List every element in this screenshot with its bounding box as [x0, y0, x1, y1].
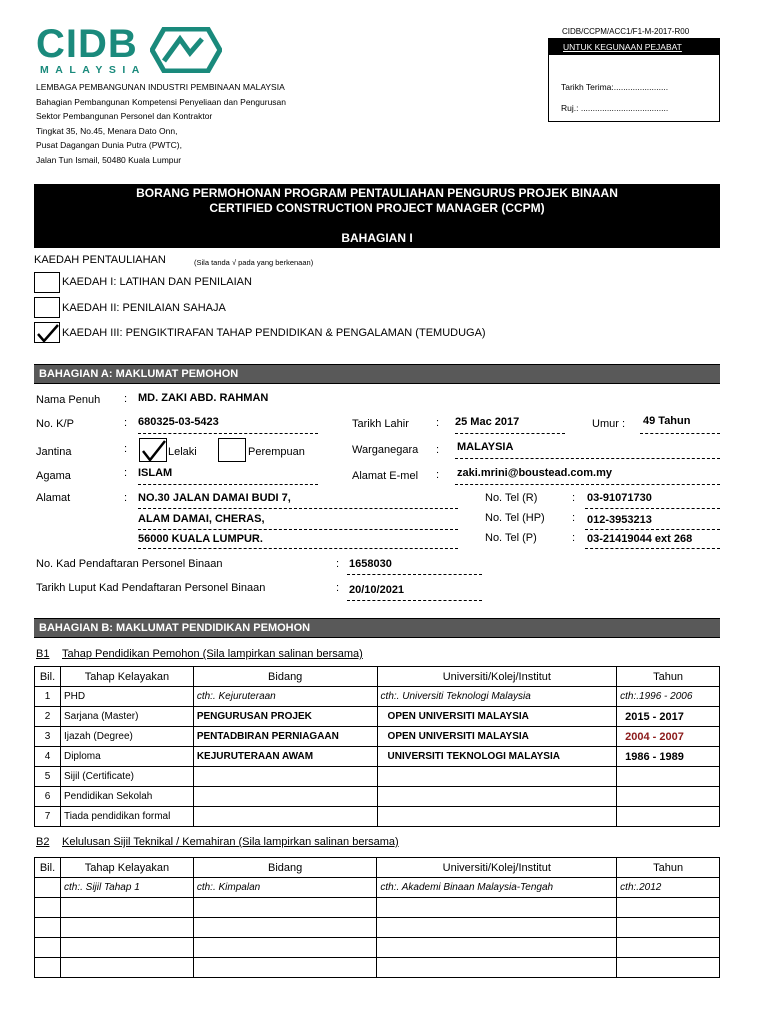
alamat-underline: [138, 508, 458, 509]
cell-bidang[interactable]: cth:. Kejuruteraan: [193, 687, 377, 707]
table-row: [35, 747, 720, 767]
table-row: [35, 898, 720, 918]
checkmark-icon: [140, 439, 168, 463]
cell-tahap: Sijil (Certificate): [60, 767, 193, 787]
cell-tahun[interactable]: 1986 - 1989: [617, 747, 720, 767]
alamat-line-1[interactable]: NO.30 JALAN DAMAI BUDI 7,: [138, 492, 291, 504]
tel-r-value[interactable]: 03-91071730: [587, 492, 652, 504]
emel-underline: [455, 484, 720, 485]
cell-institut[interactable]: [377, 807, 617, 827]
kad-label: No. Kad Pendaftaran Personel Binaan: [36, 558, 223, 570]
b1-code: B1: [36, 648, 50, 660]
colon: :: [124, 417, 128, 429]
kaedah-2-checkbox[interactable]: [34, 297, 60, 318]
cell-institut[interactable]: cth:. Universiti Teknologi Malaysia: [377, 687, 617, 707]
header-bil: Bil.: [35, 667, 61, 687]
org-line: LEMBAGA PEMBANGUNAN INDUSTRI PEMBINAAN MALAYSIA: [36, 82, 285, 92]
cell-tahun[interactable]: [617, 918, 720, 938]
kaedah-3-checkbox[interactable]: [34, 322, 60, 343]
nama-label: Nama Penuh: [36, 394, 101, 406]
warga-value[interactable]: MALAYSIA: [457, 441, 514, 453]
cell-bil: [35, 958, 61, 978]
part-title: BAHAGIAN I: [341, 231, 413, 245]
header-institut: Universiti/Kolej/Institut: [377, 858, 617, 878]
kad-underline: [347, 574, 482, 575]
cell-institut[interactable]: OPEN UNIVERSITI MALAYSIA: [377, 707, 617, 727]
alamat-line-2[interactable]: ALAM DAMAI, CHERAS,: [138, 513, 265, 525]
cell-tahun[interactable]: [617, 898, 720, 918]
cell-tahun[interactable]: [617, 787, 720, 807]
lahir-underline: [455, 433, 565, 434]
document-code: CIDB/CCPM/ACC1/F1-M-2017-R00: [562, 27, 690, 36]
cell-tahap[interactable]: [60, 938, 193, 958]
cell-bidang[interactable]: PENTADBIRAN PERNIAGAAN: [193, 727, 377, 747]
cell-bidang[interactable]: PENGURUSAN PROJEK: [193, 707, 377, 727]
date-received-field[interactable]: Tarikh Terima:.......................: [561, 82, 669, 92]
kaedah-title: KAEDAH PENTAULIAHAN: [34, 254, 166, 266]
header-tahun: Tahun: [617, 858, 720, 878]
cell-tahun[interactable]: 2015 - 2017: [617, 707, 720, 727]
b2-technical-table: [34, 857, 720, 978]
cell-bil: 7: [35, 807, 61, 827]
cell-tahap: Tiada pendidikan formal: [60, 807, 193, 827]
cell-tahun[interactable]: [617, 938, 720, 958]
header-tahap: Tahap Kelayakan: [60, 667, 193, 687]
cell-tahap: Diploma: [60, 747, 193, 767]
table-header-row: [35, 858, 720, 878]
tel-r-label: No. Tel (R): [485, 492, 538, 504]
colon: :: [124, 443, 128, 455]
cell-institut[interactable]: [377, 938, 617, 958]
warga-underline: [455, 458, 720, 459]
table-row: [35, 707, 720, 727]
cell-bidang[interactable]: [193, 898, 377, 918]
alamat-label: Alamat: [36, 492, 71, 504]
table-header-row: [35, 667, 720, 687]
org-line: Pusat Dagangan Dunia Putra (PWTC),: [36, 140, 182, 150]
cell-bil: 2: [35, 707, 61, 727]
cell-tahap[interactable]: cth:. Sijil Tahap 1: [60, 878, 193, 898]
colon: :: [436, 417, 440, 429]
cell-bil: [35, 898, 61, 918]
emel-value[interactable]: zaki.mrini@boustead.com.my: [457, 467, 612, 479]
cell-tahun[interactable]: [617, 958, 720, 978]
agama-underline: [138, 484, 318, 485]
tel-p-underline: [585, 548, 720, 549]
org-line: Jalan Tun Ismail, 50480 Kuala Lumpur: [36, 154, 182, 165]
table-row: [35, 958, 720, 978]
cell-bidang[interactable]: cth:. Kimpalan: [193, 878, 377, 898]
cell-bil: 6: [35, 787, 61, 807]
lelaki-checkbox[interactable]: [139, 438, 167, 462]
perempuan-checkbox[interactable]: [218, 438, 246, 462]
cell-tahap: Sarjana (Master): [60, 707, 193, 727]
cell-tahap: Pendidikan Sekolah: [60, 787, 193, 807]
cell-bil: 4: [35, 747, 61, 767]
office-use-header: UNTUK KEGUNAAN PEJABAT: [549, 39, 719, 55]
cell-tahun[interactable]: cth:.2012: [617, 878, 720, 898]
cell-tahap: PHD: [60, 687, 193, 707]
header-tahap: Tahap Kelayakan: [60, 858, 193, 878]
cell-bil: 3: [35, 727, 61, 747]
luput-value[interactable]: 20/10/2021: [349, 584, 405, 596]
cell-tahap[interactable]: [60, 918, 193, 938]
section-b-header: BAHAGIAN B: MAKLUMAT PENDIDIKAN PEMOHON: [34, 618, 720, 638]
emel-label: Alamat E-mel: [352, 470, 419, 482]
cell-tahap[interactable]: [60, 958, 193, 978]
cell-institut[interactable]: [377, 918, 617, 938]
kad-value[interactable]: 1658030: [349, 558, 392, 570]
table-row: [35, 807, 720, 827]
cell-bil: 5: [35, 767, 61, 787]
kp-label: No. K/P: [36, 418, 74, 430]
table-row: [35, 878, 720, 898]
colon: :: [436, 469, 440, 481]
kaedah-1-label: KAEDAH I: LATIHAN DAN PENILAIAN: [62, 276, 252, 288]
colon: :: [572, 492, 576, 504]
lelaki-label: Lelaki: [168, 446, 197, 458]
cell-bidang[interactable]: [193, 958, 377, 978]
b2-title: Kelulusan Sijil Teknikal / Kemahiran (Sila lampirkan salinan bersama): [62, 836, 399, 848]
table-row: [35, 727, 720, 747]
kaedah-note: (Sila tanda √ pada yang berkenaan): [194, 258, 314, 267]
cell-tahap: Ijazah (Degree): [60, 727, 193, 747]
kaedah-2-label: KAEDAH II: PENILAIAN SAHAJA: [62, 302, 226, 314]
cell-bidang[interactable]: [193, 767, 377, 787]
colon: :: [124, 467, 128, 479]
kp-value[interactable]: 680325-03-5423: [138, 416, 219, 428]
umur-value[interactable]: 49 Tahun: [643, 415, 691, 427]
cell-institut[interactable]: cth:. Akademi Binaan Malaysia-Tengah: [377, 878, 617, 898]
cell-institut[interactable]: OPEN UNIVERSITI MALAYSIA: [377, 727, 617, 747]
b1-title: Tahap Pendidikan Pemohon (Sila lampirkan salinan bersama): [62, 648, 363, 660]
tel-r-underline: [585, 508, 720, 509]
tel-p-value[interactable]: 03-21419044 ext 268: [587, 533, 693, 545]
umur-underline: [640, 433, 720, 434]
tel-hp-value[interactable]: 012-3953213: [587, 514, 652, 526]
cell-bil: [35, 878, 61, 898]
table-row: [35, 767, 720, 787]
warga-label: Warganegara: [352, 444, 419, 456]
colon: :: [124, 492, 128, 504]
cell-tahun[interactable]: cth:.1996 - 2006: [617, 687, 720, 707]
lahir-value[interactable]: 25 Mac 2017: [455, 416, 520, 428]
form-title: BORANG PERMOHONAN PROGRAM PENTAULIAHAN PENGURUS PROJEK BINAAN: [136, 186, 618, 200]
colon: :: [124, 393, 128, 405]
kaedah-3-label: KAEDAH III: PENGIKTIRAFAN TAHAP PENDIDIKAN & PENGALAMAN (TEMUDUGA): [62, 327, 486, 339]
agama-label: Agama: [36, 470, 71, 482]
org-line: Sektor Pembangunan Personel dan Kontraktor: [36, 111, 213, 121]
colon: :: [572, 532, 576, 544]
reference-field[interactable]: Ruj.: .....................................: [561, 103, 669, 113]
perempuan-label: Perempuan: [248, 446, 305, 458]
cell-bidang[interactable]: [193, 787, 377, 807]
tel-hp-underline: [585, 529, 720, 530]
cidb-logo-emblem-icon: [150, 27, 222, 73]
cell-bil: [35, 918, 61, 938]
kaedah-1-checkbox[interactable]: [34, 272, 60, 293]
header-bidang: Bidang: [193, 858, 377, 878]
table-row: [35, 787, 720, 807]
cell-tahun[interactable]: [617, 767, 720, 787]
office-use-box: [548, 38, 720, 122]
cell-institut[interactable]: [377, 958, 617, 978]
lahir-label: Tarikh Lahir: [352, 418, 409, 430]
alamat-underline: [138, 529, 458, 530]
cell-institut[interactable]: UNIVERSITI TEKNOLOGI MALAYSIA: [377, 747, 617, 767]
alamat-underline: [138, 548, 458, 549]
cell-bidang[interactable]: KEJURUTERAAN AWAM: [193, 747, 377, 767]
cell-tahun[interactable]: [617, 807, 720, 827]
nama-value[interactable]: MD. ZAKI ABD. RAHMAN: [138, 392, 269, 404]
table-row: [35, 918, 720, 938]
org-line: Tingkat 35, No.45, Menara Dato Onn,: [36, 125, 178, 136]
colon: :: [436, 444, 440, 456]
cell-tahap[interactable]: [60, 898, 193, 918]
tel-p-label: No. Tel (P): [485, 532, 537, 544]
cell-tahun[interactable]: 2004 - 2007: [617, 727, 720, 747]
cell-institut[interactable]: [377, 767, 617, 787]
cell-bidang[interactable]: [193, 807, 377, 827]
luput-underline: [347, 600, 482, 601]
cidb-logo-text: CIDB: [36, 22, 138, 66]
table-row: [35, 938, 720, 958]
header-tahun: Tahun: [617, 667, 720, 687]
table-row: [35, 687, 720, 707]
checkmark-icon: [35, 323, 61, 344]
jantina-label: Jantina: [36, 446, 72, 458]
cell-bidang[interactable]: [193, 918, 377, 938]
header-institut: Universiti/Kolej/Institut: [377, 667, 617, 687]
cell-institut[interactable]: [377, 787, 617, 807]
colon: :: [336, 582, 340, 594]
alamat-line-3[interactable]: 56000 KUALA LUMPUR.: [138, 533, 263, 545]
org-line: Bahagian Pembangunan Kompetensi Penyeliaan dan Pengurusan: [36, 96, 286, 107]
tel-hp-label: No. Tel (HP): [485, 512, 545, 524]
section-a-header: BAHAGIAN A: MAKLUMAT PEMOHON: [34, 364, 720, 384]
cell-bil: [35, 938, 61, 958]
cidb-logo-subtext: MALAYSIA: [40, 64, 146, 76]
cell-bidang[interactable]: [193, 938, 377, 958]
cell-bil: 1: [35, 687, 61, 707]
kp-underline: [138, 433, 318, 434]
header-bidang: Bidang: [193, 667, 377, 687]
b2-code: B2: [36, 836, 50, 848]
form-subtitle: CERTIFIED CONSTRUCTION PROJECT MANAGER (CCPM): [209, 200, 545, 215]
colon: :: [336, 558, 340, 570]
cell-institut[interactable]: [377, 898, 617, 918]
colon: :: [572, 512, 576, 524]
agama-value[interactable]: ISLAM: [138, 467, 173, 479]
header-bil: Bil.: [35, 858, 61, 878]
luput-label: Tarikh Luput Kad Pendaftaran Personel Binaan: [36, 582, 266, 594]
form-title-banner: [34, 184, 720, 248]
organisation-address: [36, 80, 286, 167]
b1-education-table: [34, 666, 720, 827]
umur-label: Umur :: [592, 418, 625, 430]
